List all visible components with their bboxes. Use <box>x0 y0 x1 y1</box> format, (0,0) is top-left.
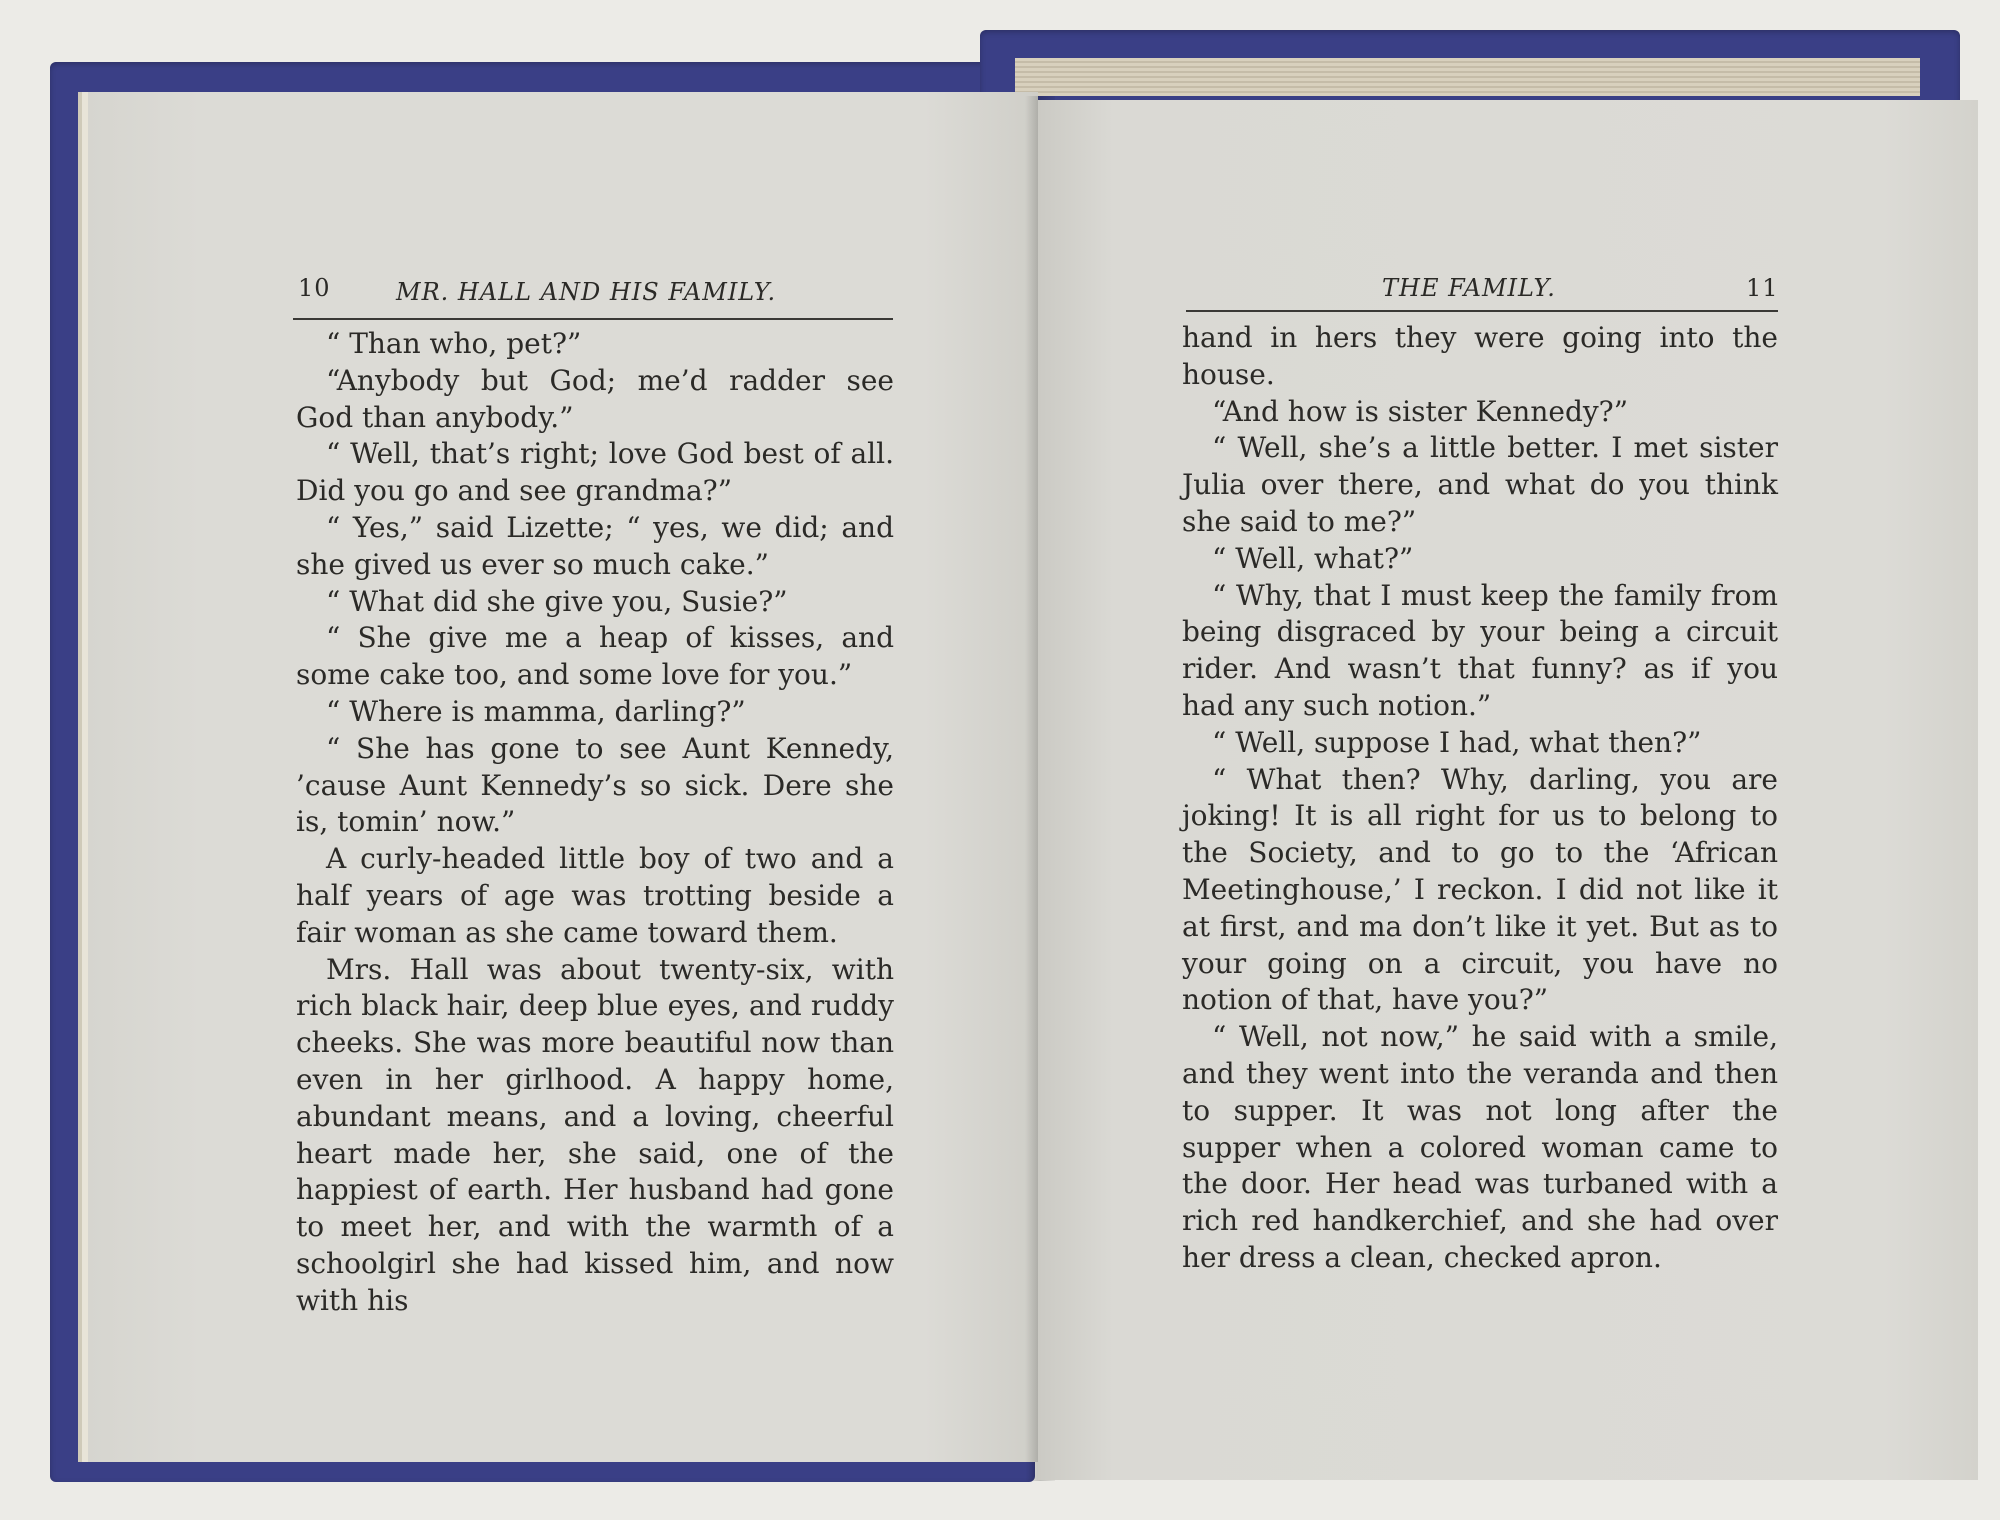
left-body-text <box>296 326 894 1320</box>
paragraph: “ What then? Why, darling, you are joking! It is all right for us to belong to the Society, and to go to the ‘African Meetinghouse,’ I reckon. I did not like it at first, and ma don’t like it yet. But as to your going on a circuit, you have no notion of that, have you?” <box>1182 762 1778 1017</box>
right-running-title <box>1382 274 1556 302</box>
right-header-rule <box>1186 310 1778 312</box>
paragraph: “ Well, she’s a little better. I met sister Julia over there, and what do you think she said to me?” <box>1182 431 1778 538</box>
paragraph: “And how is sister Kennedy?” <box>1212 394 1629 428</box>
paragraph: “ Than who, pet?” <box>326 327 582 360</box>
paragraph: “ Where is mamma, darling?” <box>326 694 746 728</box>
paragraph: “ Well, what?” <box>1212 541 1414 575</box>
right-page <box>1038 100 1978 1480</box>
paragraph: “ Well, that’s right; love God best of all. Did you go and see grandma?” <box>296 437 894 508</box>
paragraph: “ Well, not now,” he said with a smile, and they went into the veranda and then to supper. It was not long after the supper when a colored woman came to the door. Her head was turbaned with a rich red handkerchief, and she had over her dress a clean, checked apron. <box>1182 1020 1778 1274</box>
left-running-title <box>396 278 776 306</box>
left-page-number: 10 <box>298 274 331 302</box>
paragraph: “ What did she give you, Susie?” <box>326 584 788 618</box>
left-page <box>88 92 1038 1462</box>
paragraph: A curly-headed little boy of two and a half years of age was trotting beside a fair woman as she came toward them. <box>296 842 894 949</box>
right-running-title-text: THE FAMILY. <box>1382 274 1556 302</box>
left-header-rule <box>293 318 893 320</box>
paragraph: “ She has gone to see Aunt Kennedy, ’cause Aunt Kennedy’s so sick. Dere she is, tomin’ now.” <box>296 731 894 839</box>
left-running-title-text: MR. HALL AND HIS FAMILY. <box>396 278 777 306</box>
paragraph: Mrs. Hall was about twenty-six, with rich black hair, deep blue eyes, and ruddy cheeks. She was more beautiful now than even in her girlhood. A happy home, abundant means, and a loving, cheerful heart made her, she said, one of the happiest of earth. Her husband had gone to meet her, and with the warmth of a schoolgirl she had kissed him, and now with his <box>296 952 894 1317</box>
paragraph: “ Why, that I must keep the family from being disgraced by your being a circuit rider. And wasn’t that funny? as if you had any such notion.” <box>1182 578 1778 722</box>
paragraph: “ Well, suppose I had, what then?” <box>1212 725 1702 759</box>
paragraph: “ She give me a heap of kisses, and some cake too, and some love for you.” <box>296 621 894 692</box>
paragraph: “Anybody but God; me’d radder see God than anybody.” <box>296 363 894 434</box>
right-page-number: 11 <box>1746 274 1779 302</box>
right-body-text <box>1182 320 1778 1277</box>
paragraph: “ Yes,” said Lizette; “ yes, we did; and she gived us ever so much cake.” <box>296 510 894 581</box>
page-edges <box>1015 58 1920 96</box>
paragraph: hand in hers they were going into the house. <box>1182 321 1778 391</box>
